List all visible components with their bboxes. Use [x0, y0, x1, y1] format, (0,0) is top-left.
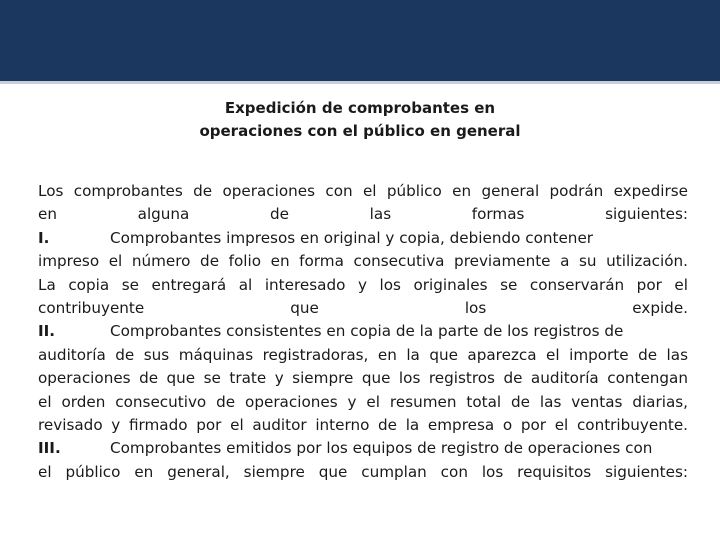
item-1-line-3: La copia se entregará al interesado y los originales se conservarán por el: [38, 275, 688, 294]
intro-line-1: Los comprobantes de operaciones con el público en general podrán expedirse: [38, 182, 688, 200]
item-2-number: II.: [38, 322, 56, 341]
item-2-line-2: auditoría de sus máquinas registradoras, en la que aparezca el importe de las: [38, 345, 688, 364]
item-1-line-2: impreso el número de folio en forma consecutiva previamente a su utilización.: [38, 252, 688, 271]
item-2-first-line: [38, 320, 688, 343]
item-2-line-3: operaciones de que se trate y siempre que los registros de auditoría contengan: [38, 369, 688, 388]
item-1-number: I.: [38, 228, 50, 247]
item-3-first-line: [38, 437, 688, 460]
body-paragraph: [38, 180, 688, 484]
intro-line-2: en alguna de las formas siguientes:: [38, 205, 688, 224]
item-3-text: Comprobantes emitidos por los equipos de registro de operaciones con: [110, 439, 653, 458]
item-3-number: III.: [38, 439, 61, 458]
item-3-line-2: el público en general, siempre que cumplan con los requisitos siguientes:: [38, 462, 688, 481]
title-line-1: Expedición de comprobantes en: [224, 99, 496, 117]
item-1-line-4: contribuyente que los expide.: [38, 298, 688, 317]
item-2-line-4: el orden consecutivo de operaciones y el resumen total de las ventas diarias,: [38, 392, 688, 411]
item-1-first-line: [38, 227, 688, 250]
item-1-text: Comprobantes impresos en original y copia, debiendo contener: [110, 228, 594, 247]
page-title: [0, 97, 720, 143]
item-2-text: Comprobantes consistentes en copia de la parte de los registros de: [110, 322, 624, 341]
item-2-line-5: revisado y firmado por el auditor interno de la empresa o por el contribuyente.: [38, 415, 688, 434]
header-bar: [0, 0, 720, 84]
title-line-2: operaciones con el público en general: [199, 122, 521, 140]
